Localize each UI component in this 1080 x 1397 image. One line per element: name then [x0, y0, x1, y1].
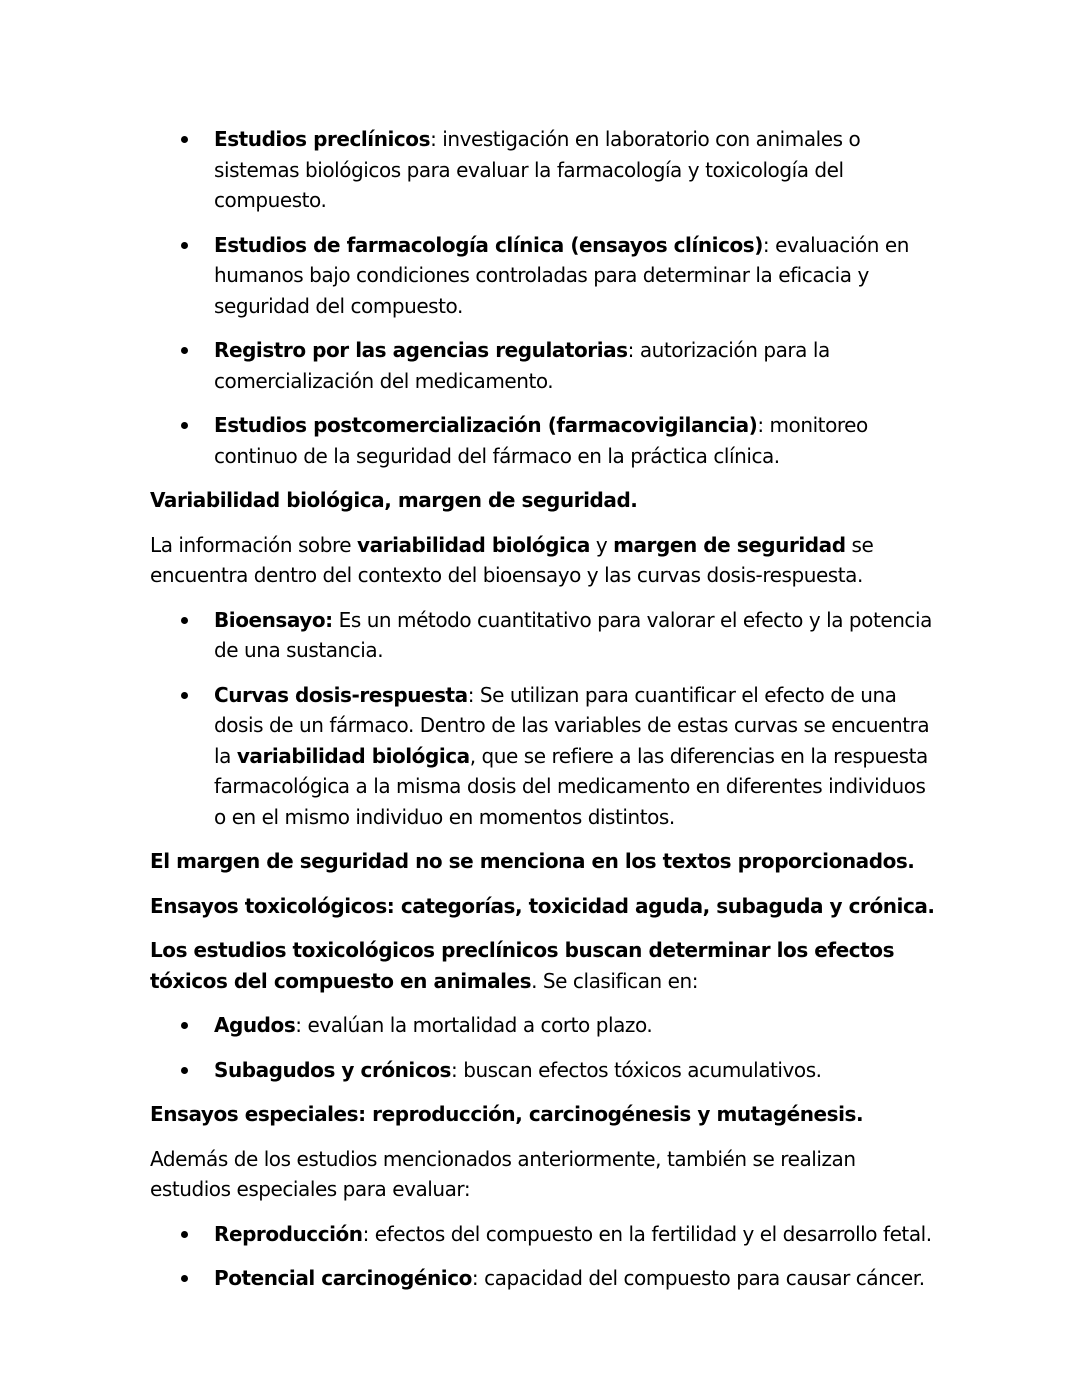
item-description: : efectos del compuesto en la fertilidad y el desarrollo fetal. [362, 1221, 932, 1246]
item-term: Bioensayo: [214, 607, 333, 632]
item-description: , que se refiere a las diferencias en la respuesta farmacológica a la misma dosis del medicamento en diferentes individuos o en el mismo individuo en momentos distintos. [214, 743, 928, 829]
document-page [150, 124, 940, 1308]
item-bold: variabilidad biológica [236, 743, 470, 768]
item-description: : autorización para la comercialización del medicamento. [214, 338, 830, 393]
list-item [150, 1010, 940, 1041]
list-item [150, 680, 940, 833]
variability-list [150, 605, 940, 833]
safety-margin-note: El margen de seguridad no se menciona en los textos proporcionados. [150, 849, 915, 873]
item-description: : buscan efectos tóxicos acumulativos. [451, 1057, 822, 1082]
list-item [150, 605, 940, 666]
paragraph-bold: margen de seguridad [613, 532, 846, 557]
list-item [150, 230, 940, 322]
list-item [150, 1219, 940, 1250]
item-term: Potencial carcinogénico [214, 1266, 472, 1290]
toxicology-paragraph [150, 935, 940, 996]
item-term: Subagudos y crónicos [214, 1057, 451, 1082]
item-term: Reproducción [214, 1221, 363, 1246]
list-item [150, 1263, 940, 1294]
list-item [150, 335, 940, 396]
item-description: : evaluación en humanos bajo condiciones controladas para determinar la eficacia y seguridad del compuesto. [214, 232, 909, 318]
paragraph-text: . Se clasifican en: [531, 968, 699, 993]
section-heading-toxicology: Ensayos toxicológicos: categorías, toxicidad aguda, subaguda y crónica. [150, 893, 935, 918]
item-description: : Se utilizan para cuantificar el efecto de una dosis de un fármaco. Dentro de las variables de estas curvas se encuentra la [214, 682, 930, 768]
list-item [150, 124, 940, 216]
item-term: Agudos [214, 1013, 296, 1037]
paragraph-bold: variabilidad biológica [357, 532, 590, 557]
drug-development-stages-list [150, 124, 940, 471]
item-description: : capacidad del compuesto para causar cáncer. [471, 1266, 925, 1290]
paragraph-bold: Los estudios toxicológicos preclínicos buscan determinar los efectos tóxicos del compuesto en animales [150, 938, 895, 993]
item-description: : evalúan la mortalidad a corto plazo. [295, 1013, 653, 1037]
item-description: Es un método cuantitativo para valorar el efecto y la potencia de una sustancia. [214, 607, 932, 662]
item-term: Estudios postcomercialización (farmacovigilancia) [214, 413, 758, 437]
special-assays-list [150, 1219, 940, 1294]
paragraph-text: y [589, 532, 614, 557]
section-heading-special-assays: Ensayos especiales: reproducción, carcinogénesis y mutagénesis. [150, 1102, 864, 1126]
variability-paragraph [150, 530, 940, 591]
list-item [150, 1055, 940, 1086]
special-assays-paragraph: Además de los estudios mencionados anteriormente, también se realizan estudios especiales para evaluar: [150, 1146, 856, 1201]
paragraph-text: se encuentra dentro del contexto del bioensayo y las curvas dosis-respuesta. [150, 532, 874, 587]
toxicity-categories-list [150, 1010, 940, 1085]
item-description: : investigación en laboratorio con animales o sistemas biológicos para evaluar la farmacología y toxicología del compuesto. [214, 127, 861, 212]
item-term: Estudios de farmacología clínica (ensayos clínicos) [214, 232, 763, 257]
item-term: Estudios preclínicos [214, 127, 431, 151]
section-heading-variability: Variabilidad biológica, margen de seguridad. [150, 488, 638, 512]
item-description: : monitoreo continuo de la seguridad del fármaco en la práctica clínica. [214, 413, 868, 468]
list-item [150, 410, 940, 471]
paragraph-text: La información sobre [150, 532, 358, 557]
item-term: Registro por las agencias regulatorias [214, 338, 628, 362]
item-term: Curvas dosis-respuesta [214, 682, 468, 707]
